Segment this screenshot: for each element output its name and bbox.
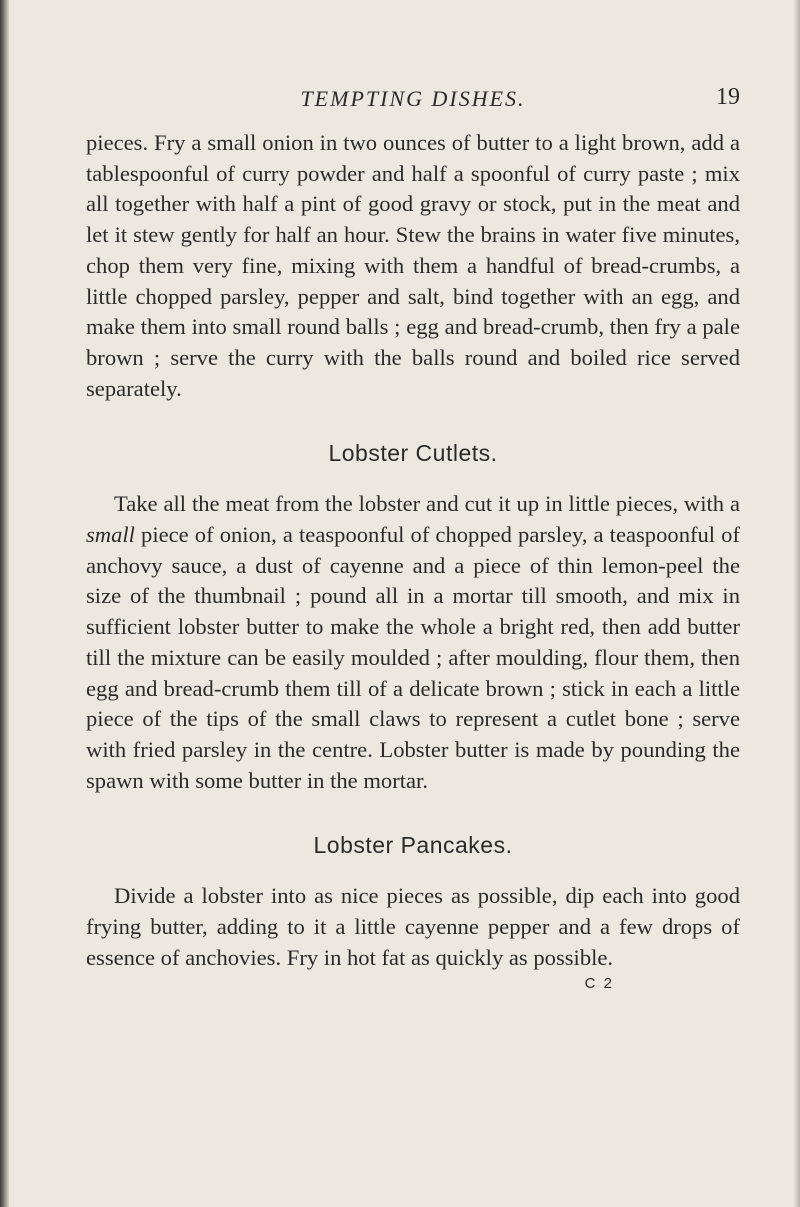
book-page — [86, 78, 740, 992]
book-binding-shadow — [0, 0, 9, 1207]
running-title: TEMPTING DISHES. — [300, 86, 526, 111]
lobster-cutlets-paragraph — [86, 489, 740, 796]
signature-mark: C 2 — [584, 975, 614, 993]
paragraph-text: piece of onion, a teaspoonful of chopped parsley, a teaspoonful of anchovy sauce, a dust of cayenne and a piece of thin lemon-peel the size of the thumbnail ; pound all in a mortar till smooth, and mix in sufficient lobster butter to make the whole a bright red, then add butter till the mixture can be easily moulded ; after moulding, flour them, then egg and bread-crumb them till of a delicate brown ; stick in each a little piece of the tips of the small claws to represent a cutlet bone ; serve with fried parsley in the centre. Lobster butter is made by pounding the spawn with some butter in the mortar. — [86, 522, 740, 793]
lobster-pancakes-paragraph: Divide a lobster into as nice pieces as possible, dip each into good frying butter, adding to it a little cayenne pepper and a few drops of essence of anchovies. Fry in hot fat as quickly as possible. — [86, 883, 740, 970]
section-heading-lobster-cutlets: Lobster Cutlets. — [328, 440, 498, 467]
section-heading-lobster-pancakes: Lobster Pancakes. — [313, 832, 513, 859]
page-edge — [794, 0, 800, 1207]
continued-paragraph: pieces. Fry a small onion in two ounces of butter to a light brown, add a tablespoonful of curry powder and half a spoonful of curry paste ; mix all together with half a pint of good gravy or stock, put in the meat and let it stew gently for half an hour. Stew the brains in water five minutes, chop them very fine, mixing with them a handful of bread-crumbs, a little chopped parsley, pepper and salt, bind together with an egg, and make them into small round balls ; egg and bread-crumb, then fry a pale brown ; serve the curry with the balls round and boiled rice served separately. — [86, 130, 740, 401]
paragraph-text: Take all the meat from the lobster and cut it up in little pieces, with a — [114, 491, 740, 517]
page-number: 19 — [716, 84, 740, 110]
running-head — [86, 78, 740, 114]
italic-word: small — [86, 522, 135, 548]
